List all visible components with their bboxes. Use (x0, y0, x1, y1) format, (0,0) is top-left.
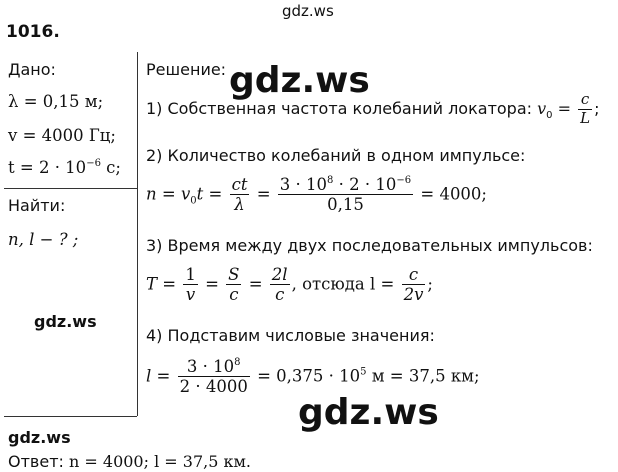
problem-number: 1016. (6, 22, 60, 42)
step-3: 3) Время между двух последовательных импульсов: (146, 236, 593, 255)
find-value: n, l − ? ; (8, 230, 79, 249)
given-divider (4, 188, 137, 189)
watermark-large-2: gdz.ws (298, 392, 439, 433)
watermark-left: gdz.ws (34, 312, 97, 331)
answer: Ответ: n = 4000; l = 37,5 км. (8, 452, 252, 471)
step-4: 4) Подставим числовые значения: (146, 326, 435, 345)
given-label: Дано: (8, 60, 56, 79)
bottom-divider (4, 416, 137, 417)
vertical-divider (137, 52, 138, 416)
given-frequency: v = 4000 Гц; (8, 126, 116, 145)
given-time: $t = 2 \cdot 10^{-6}$ с; (8, 158, 121, 177)
find-label: Найти: (8, 196, 66, 215)
watermark-bottom: gdz.ws (8, 428, 71, 447)
equation-4: l = $\frac{3 \cdot 10^8}{2 \cdot 4000}$ = $0,375 \cdot 10^5$ м = 37,5 км; (146, 357, 480, 397)
step-1: 1) Собственная частота колебаний локатора: $v_0$ = $\frac{c}{L}$ ; (146, 90, 600, 127)
solution-label: Решение: (146, 60, 227, 79)
watermark-top: gdz.ws (282, 2, 334, 20)
equation-2: $n = v_0t$ = $\frac{ct}{\lambda}$ = $\frac{3 \cdot 10^8 \cdot 2 \cdot 10^{-6}}{0,15}$ = 4000; (146, 175, 487, 215)
watermark-large-1: gdz.ws (229, 60, 370, 101)
given-lambda: λ = 0,15 м; (8, 92, 104, 111)
equation-3: T = $\frac{1}{v}$ = $\frac{S}{c}$ = $\frac{2l}{c}$ , отсюда l = $\frac{c}{2v}$ ; (146, 265, 433, 305)
step-2: 2) Количество колебаний в одном импульсе: (146, 146, 526, 165)
